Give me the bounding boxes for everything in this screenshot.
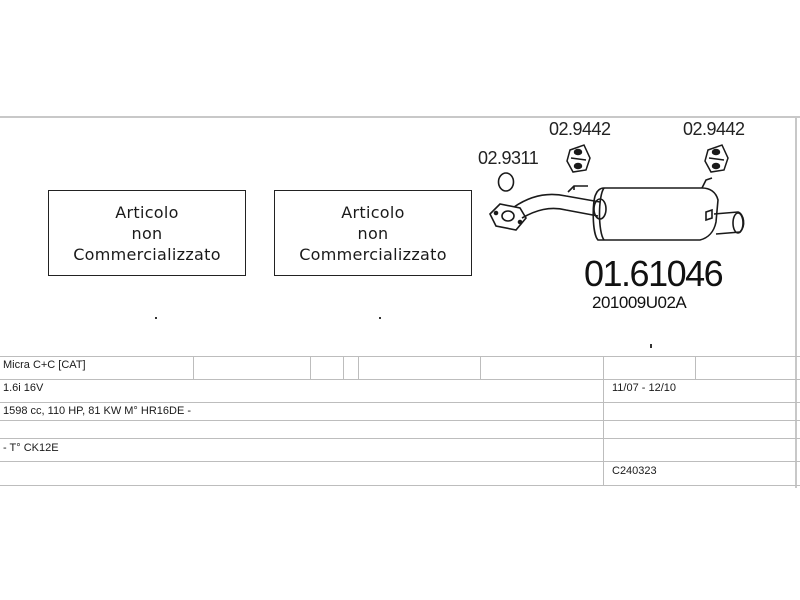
table-line-5	[0, 438, 800, 439]
type-code-cell: - T° CK12E	[3, 442, 59, 454]
table-divider-2	[310, 356, 311, 379]
rubber-mount-right-icon	[705, 145, 728, 172]
not-sold-box-1-line1: Articolo	[115, 202, 179, 222]
not-sold-box-2-line1: Articolo	[341, 202, 405, 222]
table-line-6	[0, 461, 800, 462]
not-sold-box-1-line3: Commercializzato	[73, 244, 221, 264]
table-divider-7	[695, 356, 696, 379]
gasket-ring-icon	[499, 173, 514, 191]
ref-code-cell: C240323	[612, 465, 657, 477]
table-line-3	[0, 402, 800, 403]
mount-left-code: 02.9442	[549, 119, 611, 139]
table-line-1	[0, 356, 800, 357]
table-divider-1	[193, 356, 194, 379]
spec-cell: 1598 cc, 110 HP, 81 KW M° HR16DE -	[3, 405, 192, 417]
engine-cell: 1.6i 16V	[3, 382, 44, 394]
silencer-oem-code: 201009U02A	[592, 293, 687, 312]
mount-right-code: 02.9442	[683, 119, 745, 139]
table-line-7	[0, 485, 800, 486]
table-line-4	[0, 420, 800, 421]
table-divider-3	[343, 356, 344, 379]
not-sold-box-2-line2: non	[357, 223, 389, 243]
not-sold-box-1-line2: non	[131, 223, 163, 243]
model-cell: Micra C+C [CAT]	[3, 359, 86, 371]
table-divider-5	[480, 356, 481, 379]
table-divider-6	[603, 356, 604, 485]
gasket-code: 02.9311	[478, 148, 539, 168]
period-cell: 11/07 - 12/10	[612, 382, 677, 394]
silencer-code: 01.61046	[584, 253, 723, 294]
table-line-2	[0, 379, 800, 380]
not-sold-box-2-line3: Commercializzato	[299, 244, 447, 264]
rear-silencer-icon	[490, 178, 744, 240]
table-divider-4	[358, 356, 359, 379]
rubber-mount-left-icon	[567, 145, 590, 172]
